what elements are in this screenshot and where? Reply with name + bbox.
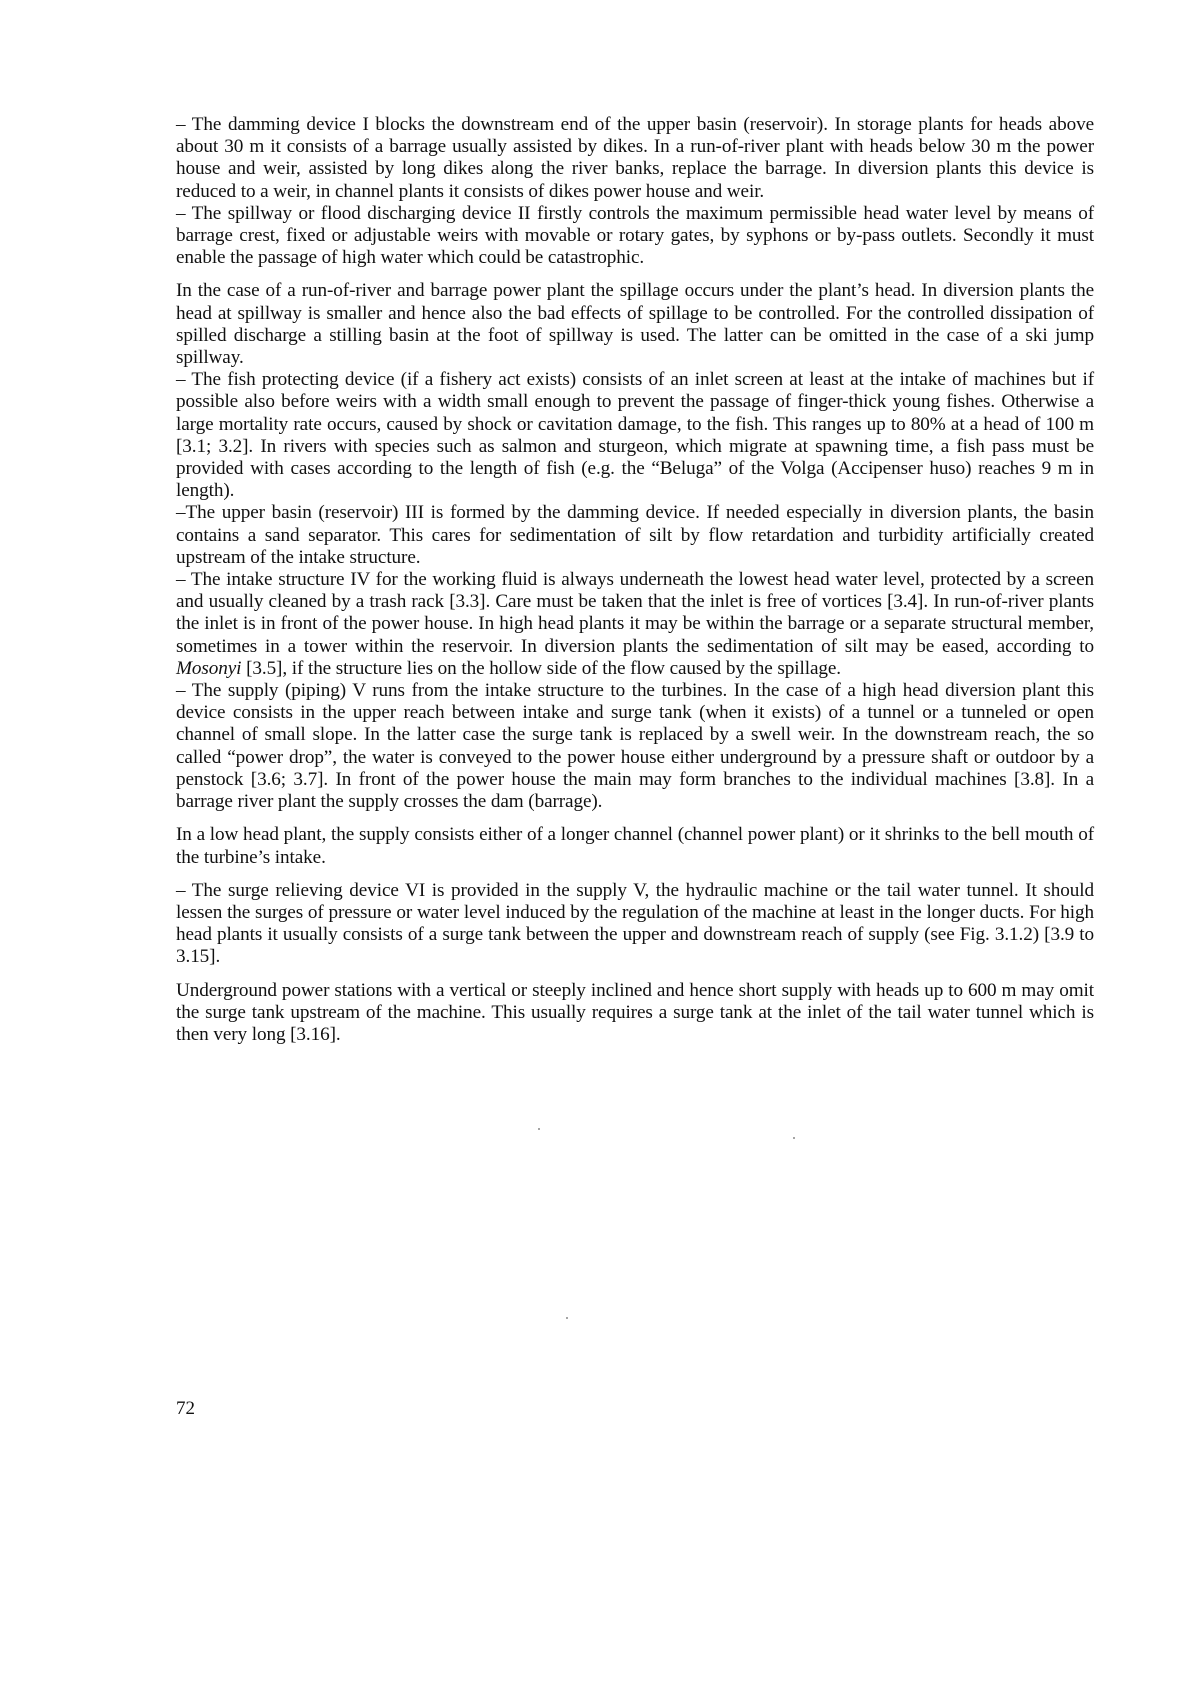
author-name-italic: Mosonyi <box>176 657 242 679</box>
paragraph-spillway: – The spillway or flood discharging device II firstly controls the maximum permissible head water level by means of barrage crest, fixed or adjustable weirs with movable or rotary gates, by syphons or by-pass outlets. Secondly it must enable the passage of high water which could be catastrophic. <box>176 202 1094 269</box>
scan-speck <box>566 1317 568 1319</box>
paragraph-supply-piping: – The supply (piping) V runs from the intake structure to the turbines. In the case of a high head diversion plant this device consists in the upper reach between intake and surge tank (when it exists) of a tunnel or a tunneled or open channel of small slope. In the latter case the surge tank is replaced by a swell weir. In the downstream reach, the so called “power drop”, the water is conveyed to the power house either underground by a pressure shaft or outdoor by a penstock [3.6; 3.7]. In front of the power house the main may form branches to the individual machines [3.8]. In a barrage river plant the supply crosses the dam (barrage). <box>176 680 1094 813</box>
paragraph-surge-relieving-device: – The surge relieving device VI is provided in the supply V, the hydraulic machine or the tail water tunnel. It should lessen the surges of pressure or water level induced by the regulation of the machine at least in the longer ducts. For high head plants it usually consists of a surge tank between the upper and downstream reach of supply (see Fig. 3.1.2) [3.9 to 3.15]. <box>176 879 1094 968</box>
paragraph-fish-protecting-device: – The fish protecting device (if a fishery act exists) consists of an inlet screen at least at the intake of machines but if possible also before weirs with a width small enough to prevent the passage of finger-thick young fishes. Otherwise a large mortality rate occurs, caused by shock or cavitation damage, to the fish. This ranges up to 80% at a head of 100 m [3.1; 3.2]. In rivers with species such as salmon and sturgeon, which migrate at spawning time, a fish pass must be provided with cases according to the length of fish (e.g. the “Beluga” of the Volga (Accipenser huso) reaches 9 m in length). <box>176 369 1094 502</box>
paragraph-low-head-plant: In a low head plant, the supply consists either of a longer channel (channel power plant) or it shrinks to the bell mouth of the turbine’s intake. <box>176 824 1094 868</box>
paragraph-intake-structure <box>176 569 1094 680</box>
intake-text-before: – The intake structure IV for the working fluid is always underneath the lowest head water level, protected by a screen and usually cleaned by a trash rack [3.3]. Care must be taken that the inlet is free of vortices [3.4]. In run-of-river plants the inlet is in front of the power house. In high head plants it may be within the barrage or a separate structural member, sometimes in a tower within the reservoir. In diversion plants the sedimentation of silt may be eased, according to <box>176 569 1094 657</box>
paragraph-spillage: In the case of a run-of-river and barrage power plant the spillage occurs under the plant’s head. In diversion plants the head at spillway is smaller and hence also the bad effects of spillage to be controlled. For the controlled dissipation of spilled discharge a stilling basin at the foot of spillway is used. The latter can be omitted in the case of a ski jump spillway. <box>176 280 1094 369</box>
page-number: 72 <box>176 1398 195 1419</box>
intake-text-after: [3.5], if the structure lies on the hollow side of the flow caused by the spillage. <box>241 657 841 679</box>
document-page <box>176 114 1094 1046</box>
scan-speck <box>538 1128 540 1130</box>
paragraph-underground-power-stations: Underground power stations with a vertical or steeply inclined and hence short supply with heads up to 600 m may omit the surge tank upstream of the machine. This usually requires a surge tank at the inlet of the tail water tunnel which is then very long [3.16]. <box>176 979 1094 1045</box>
paragraph-upper-basin: –The upper basin (reservoir) III is formed by the damming device. If needed especially in diversion plants, the basin contains a sand separator. This cares for sedimentation of silt by flow retardation and turbidity artificially created upstream of the intake structure. <box>176 502 1094 568</box>
paragraph-damming-device: – The damming device I blocks the downstream end of the upper basin (reservoir). In storage plants for heads above about 30 m it consists of a barrage usually assisted by dikes. In a run-of-river plant with heads below 30 m the power house and weir, assisted by long dikes along the river banks, replace the barrage. In diversion plants this device is reduced to a weir, in channel plants it consists of dikes power house and weir. <box>176 114 1094 202</box>
scan-speck <box>793 1137 795 1139</box>
